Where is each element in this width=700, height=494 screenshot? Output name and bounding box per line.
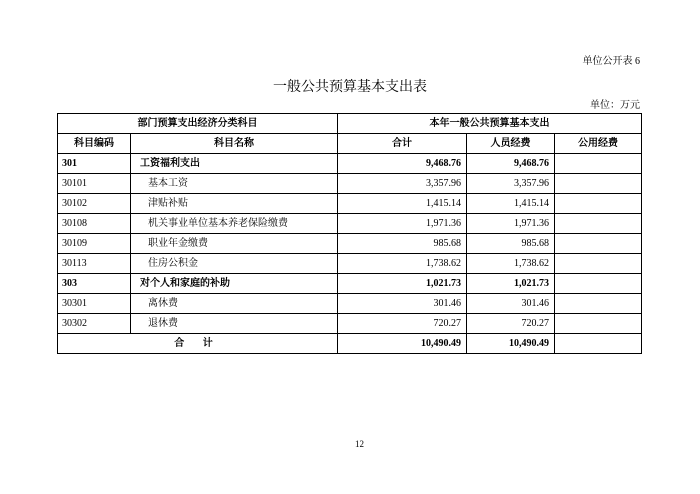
form-label: 单位公开表 6 [582,56,640,67]
cell-code: 30101 [58,174,131,194]
total-label: 合 计 [58,334,338,354]
cell-personnel: 301.46 [467,294,555,314]
cell-total: 985.68 [338,234,467,254]
page-number: 12 [355,439,364,449]
group-header-expenditure: 本年一般公共预算基本支出 [338,114,642,134]
column-header-row [58,134,642,154]
cell-total: 1,415.14 [338,194,467,214]
cell-personnel: 1,971.36 [467,214,555,234]
cell-total: 720.27 [338,314,467,334]
column-header-total: 合计 [338,134,467,154]
unit-label: 单位：万元 [590,100,640,111]
cell-code: 30108 [58,214,131,234]
table-row [58,294,642,314]
cell-public [555,314,642,334]
cell-name: 住房公积金 [131,254,338,274]
cell-public [555,154,642,174]
table-row [58,174,642,194]
cell-public [555,274,642,294]
cell-name: 退休费 [131,314,338,334]
cell-name: 机关事业单位基本养老保险缴费 [131,214,338,234]
cell-total: 1,021.73 [338,274,467,294]
column-header-name: 科目名称 [131,134,338,154]
cell-code: 30109 [58,234,131,254]
table-total-row [58,334,642,354]
cell-personnel: 720.27 [467,314,555,334]
cell-personnel: 985.68 [467,234,555,254]
cell-public [555,174,642,194]
cell-total: 301.46 [338,294,467,314]
cell-total: 1,971.36 [338,214,467,234]
cell-name: 工资福利支出 [131,154,338,174]
cell-personnel: 3,357.96 [467,174,555,194]
cell-code: 303 [58,274,131,294]
table-row [58,194,642,214]
cell-code: 301 [58,154,131,174]
cell-public [555,234,642,254]
column-header-code: 科目编码 [58,134,131,154]
cell-name: 离休费 [131,294,338,314]
cell-code: 30113 [58,254,131,274]
table-row-category [58,274,642,294]
cell-name: 对个人和家庭的补助 [131,274,338,294]
table-row [58,314,642,334]
page-title: 一般公共预算基本支出表 [273,80,427,95]
total-cell-personnel: 10,490.49 [467,334,555,354]
table-row [58,234,642,254]
cell-code: 30102 [58,194,131,214]
table-row [58,254,642,274]
cell-personnel: 1,021.73 [467,274,555,294]
table-row [58,214,642,234]
table-row-category [58,154,642,174]
cell-name: 基本工资 [131,174,338,194]
cell-total: 1,738.62 [338,254,467,274]
group-header-row [58,114,642,134]
cell-total: 3,357.96 [338,174,467,194]
group-header-classification: 部门预算支出经济分类科目 [58,114,338,134]
cell-code: 30301 [58,294,131,314]
cell-name: 职业年金缴费 [131,234,338,254]
cell-personnel: 1,415.14 [467,194,555,214]
total-cell-public [555,334,642,354]
total-cell-total: 10,490.49 [338,334,467,354]
cell-name: 津贴补贴 [131,194,338,214]
cell-total: 9,468.76 [338,154,467,174]
cell-personnel: 9,468.76 [467,154,555,174]
column-header-personnel: 人员经费 [467,134,555,154]
cell-public [555,214,642,234]
budget-table [57,113,642,354]
cell-personnel: 1,738.62 [467,254,555,274]
column-header-public: 公用经费 [555,134,642,154]
cell-public [555,254,642,274]
cell-code: 30302 [58,314,131,334]
cell-public [555,194,642,214]
cell-public [555,294,642,314]
